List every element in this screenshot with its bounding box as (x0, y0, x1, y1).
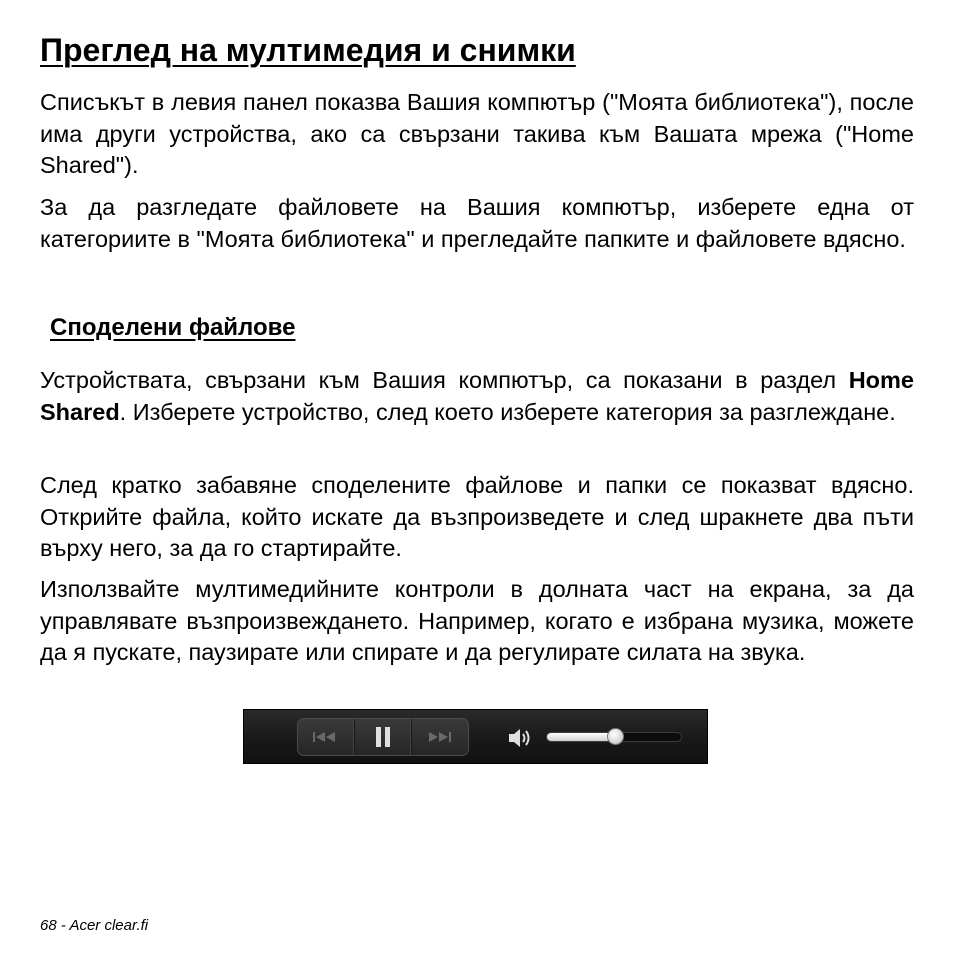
paragraph-library-list: Списъкът в левия панел показва Вашия компютър ("Моята библиотека"), после има други устройства, ако са свързани такива към Вашата мрежа ("Home Shared"). (40, 89, 914, 178)
next-button[interactable] (412, 719, 468, 755)
paragraph-home-shared-text-2: . Изберете устройство, след което изберете категория за разглеждане. (119, 398, 896, 425)
volume-slider-handle[interactable] (607, 728, 624, 745)
paragraph-media-controls: Използвайте мултимедийните контроли в долната част на екрана, за да управлявате възпроизвеждането. Например, когато е избрана музика, можете да я пускате, паузирате или спирате и да регулирате силата на звука. (40, 576, 914, 665)
section-title-shared-files: Споделени файлове (50, 314, 296, 341)
volume-slider-fill (547, 733, 615, 741)
media-controls-bar (243, 709, 708, 764)
paragraph-home-shared-text-1: Устройствата, свързани към Вашия компютър, са показани в раздел (40, 367, 849, 393)
next-icon (426, 730, 454, 744)
page-footer: 68 - Acer clear.fi (40, 917, 149, 934)
previous-button[interactable] (298, 719, 355, 755)
playback-button-group (297, 718, 469, 756)
paragraph-home-shared (40, 365, 914, 428)
paragraph-shared-files: След кратко забавяне споделените файлове и папки се показват вдясно. Открийте файла, който искате да възпроизведете и след шракнете два пъти върху него, за да го стартирайте. (40, 472, 914, 561)
speaker-icon[interactable] (507, 727, 533, 749)
home-shared-term: Home Shared (40, 367, 914, 425)
volume-slider[interactable] (546, 732, 682, 742)
previous-icon (312, 730, 340, 744)
pause-icon (374, 726, 392, 748)
pause-button[interactable] (355, 719, 412, 755)
paragraph-browse-files: За да разгледате файловете на Вашия компютър, изберете една от категориите в "Моята библиотека" и прегледайте папките и файловете вдясно. (40, 194, 914, 252)
page-title: Преглед на мултимедия и снимки (40, 32, 576, 68)
